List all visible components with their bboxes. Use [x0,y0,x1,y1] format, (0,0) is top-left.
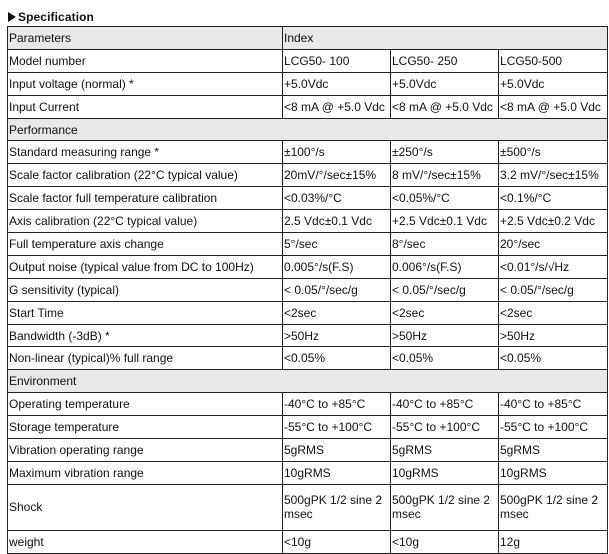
cell-value: ±250°/s [391,141,499,164]
table-row [8,301,608,324]
cell-value: 10gRMS [391,461,499,484]
cell-value: >50Hz [283,324,391,347]
row-label: Start Time [8,301,283,324]
cell-value: +5.0Vdc [283,72,391,95]
table-row [8,416,608,439]
cell-value: 8°/sec [391,233,499,256]
section-row-environment [8,370,608,393]
performance-rows [8,141,608,370]
cell-value: 20mV/°/sec±15% [283,164,391,187]
table-row [8,439,608,462]
cell-value: 12g [499,530,608,553]
cell-value: 5gRMS [391,439,499,462]
table-row [8,210,608,233]
table-row [8,233,608,256]
spec-table [7,26,608,554]
triangle-bullet-icon [8,12,16,22]
cell-value: LCG50-500 [499,49,608,72]
cell-value: <10g [283,530,391,553]
table-row [8,347,608,370]
top-rows [8,72,608,118]
cell-value: +2.5 Vdc±0.1 Vdc [391,210,499,233]
cell-value: <0.05% [283,347,391,370]
cell-value: 2.5 Vdc±0.1 Vdc [283,210,391,233]
cell-value: 5°/sec [283,233,391,256]
cell-value: 5gRMS [499,439,608,462]
table-header-row [8,27,608,50]
table-row [8,461,608,484]
cell-value: < 0.05/°/sec/g [283,278,391,301]
section-row-performance [8,118,608,141]
cell-value: < 0.05/°/sec/g [391,278,499,301]
row-label: Model number [8,49,283,72]
cell-value: 3.2 mV/°/sec±15% [499,164,608,187]
cell-value: <0.01°/s/√Hz [499,255,608,278]
row-label: Scale factor calibration (22°C typical value) [8,164,283,187]
table-row [8,187,608,210]
row-label: Vibration operating range [8,439,283,462]
row-label: Shock [8,484,283,530]
cell-value: 10gRMS [499,461,608,484]
header-parameters: Parameters [8,27,283,50]
cell-value: -55°C to +100°C [391,416,499,439]
row-label: Input Current [8,95,283,118]
section-heading [8,8,94,26]
cell-value: >50Hz [391,324,499,347]
table-row [8,278,608,301]
cell-value: +5.0Vdc [499,72,608,95]
cell-value: LCG50- 100 [283,49,391,72]
cell-value: <8 mA @ +5.0 Vdc [283,95,391,118]
row-label: Scale factor full temperature calibration [8,187,283,210]
row-label: Output noise (typical value from DC to 100Hz) [8,255,283,278]
row-label: Storage temperature [8,416,283,439]
row-label: Bandwidth (-3dB) * [8,324,283,347]
cell-value: LCG50- 250 [391,49,499,72]
row-label: Axis calibration (22°C typical value) [8,210,283,233]
cell-value: 10gRMS [283,461,391,484]
header-index: Index [283,27,608,50]
heading-text: Specification [18,10,94,24]
cell-value: <2sec [391,301,499,324]
cell-value: +2.5 Vdc±0.2 Vdc [499,210,608,233]
cell-value: <0.05% [499,347,608,370]
row-label: Standard measuring range * [8,141,283,164]
table-row [8,324,608,347]
cell-value: ±500°/s [499,141,608,164]
cell-value: ±100°/s [283,141,391,164]
cell-value: 500gPK 1/2 sine 2 msec [283,484,391,530]
section-label-performance: Performance [8,118,608,141]
cell-value: -40°C to +85°C [499,393,608,416]
cell-value: 500gPK 1/2 sine 2 msec [499,484,608,530]
cell-value: <10g [391,530,499,553]
cell-value: <0.05% [391,347,499,370]
cell-value: 8 mV/°/sec±15% [391,164,499,187]
cell-value: <0.03%/°C [283,187,391,210]
cell-value: 0.005°/s(F.S) [283,255,391,278]
table-row [8,49,608,72]
table-row [8,95,608,118]
cell-value: -40°C to +85°C [283,393,391,416]
cell-value: -55°C to +100°C [499,416,608,439]
cell-value: <0.05%/°C [391,187,499,210]
row-label: Full temperature axis change [8,233,283,256]
table-row [8,141,608,164]
cell-value: <8 mA @ +5.0 Vdc [391,95,499,118]
table-row [8,255,608,278]
cell-value: <2sec [283,301,391,324]
cell-value: <8 mA @ +5.0 Vdc [499,95,608,118]
cell-value: 0.006°/s(F.S) [391,255,499,278]
cell-value: >50Hz [499,324,608,347]
row-label: G sensitivity (typical) [8,278,283,301]
table-row [8,164,608,187]
cell-value: 20°/sec [499,233,608,256]
table-row [8,72,608,95]
cell-value: +5.0Vdc [391,72,499,95]
cell-value: 500gPK 1/2 sine 2 msec [391,484,499,530]
row-label: weight [8,530,283,553]
cell-value: -40°C to +85°C [391,393,499,416]
environment-rows [8,393,608,553]
cell-value: <0.1%/°C [499,187,608,210]
cell-value: 5gRMS [283,439,391,462]
cell-value: < 0.05/°/sec/g [499,278,608,301]
table-row [8,484,608,530]
row-label: Maximum vibration range [8,461,283,484]
row-label: Input voltage (normal) * [8,72,283,95]
cell-value: -55°C to +100°C [283,416,391,439]
table-row [8,393,608,416]
row-label: Non-linear (typical)% full range [8,347,283,370]
row-label: Operating temperature [8,393,283,416]
cell-value: <2sec [499,301,608,324]
table-row [8,530,608,553]
section-label-environment: Environment [8,370,608,393]
